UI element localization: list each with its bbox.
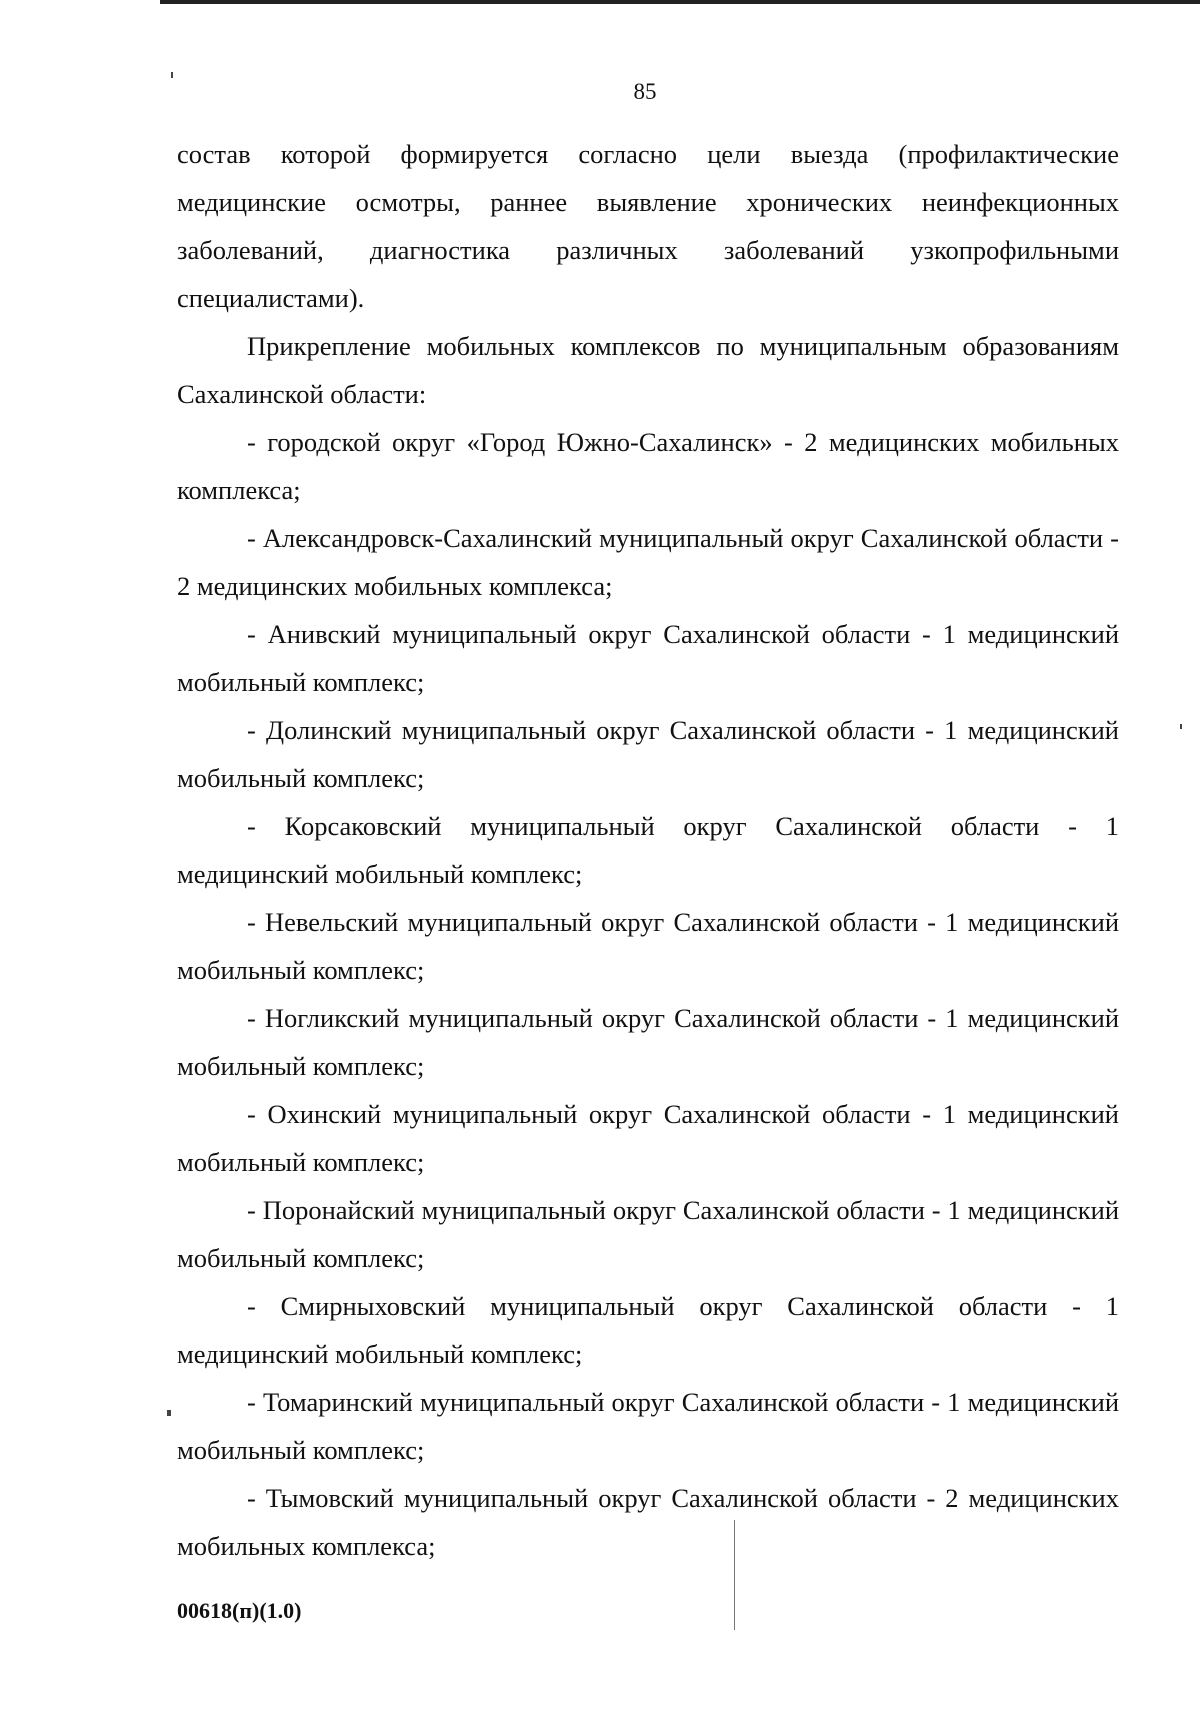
list-item: - Смирныховский муниципальный округ Сахалинской области - 1 медицинский мобильный комплекс; bbox=[177, 1291, 1119, 1369]
scan-speck bbox=[1180, 724, 1182, 729]
document-code: 00618(п)(1.0) bbox=[177, 1598, 302, 1623]
list-item: - Тымовский муниципальный округ Сахалинской области - 2 медицинских мобильных комплекса; bbox=[177, 1483, 1119, 1561]
list-item: - Охинский муниципальный округ Сахалинской области - 1 медицинский мобильный комплекс; bbox=[177, 1099, 1119, 1177]
list-item: - Корсаковский муниципальный округ Сахалинской области - 1 медицинский мобильный комплекс; bbox=[177, 811, 1119, 889]
list-item: - Анивский муниципальный округ Сахалинской области - 1 медицинский мобильный комплекс; bbox=[177, 619, 1119, 697]
paragraph-intro: Прикрепление мобильных комплексов по муниципальным образованиям Сахалинской области: bbox=[177, 331, 1119, 409]
list-item: - Поронайский муниципальный округ Сахалинской области - 1 медицинский мобильный комплекс; bbox=[177, 1195, 1119, 1273]
scan-line bbox=[734, 1520, 735, 1630]
top-scan-border bbox=[160, 0, 1200, 4]
list-item: - Ногликский муниципальный округ Сахалинской области - 1 медицинский мобильный комплекс; bbox=[177, 1003, 1119, 1081]
list-item: - городской округ «Город Южно-Сахалинск» - 2 медицинских мобильных комплекса; bbox=[177, 427, 1119, 505]
list-item: - Томаринский муниципальный округ Сахалинской области - 1 медицинский мобильный комплекс; bbox=[177, 1387, 1119, 1465]
scan-speck bbox=[171, 72, 173, 78]
scan-speck bbox=[167, 1410, 171, 1416]
paragraph-continuation: состав которой формируется согласно цели выезда (профилактические медицинские осмотры, раннее выявление хронических неинфекционных заболеваний, диагностика различных заболеваний узкопрофильными специалистами). bbox=[177, 139, 1119, 313]
list-item: - Долинский муниципальный округ Сахалинской области - 1 медицинский мобильный комплекс; bbox=[177, 715, 1119, 793]
list-item: - Александровск-Сахалинский муниципальный округ Сахалинской области - 2 медицинских мобильных комплекса; bbox=[177, 523, 1119, 601]
document-body bbox=[177, 130, 1119, 1570]
page-number: 85 bbox=[633, 79, 657, 104]
list-item: - Невельский муниципальный округ Сахалинской области - 1 медицинский мобильный комплекс; bbox=[177, 907, 1119, 985]
